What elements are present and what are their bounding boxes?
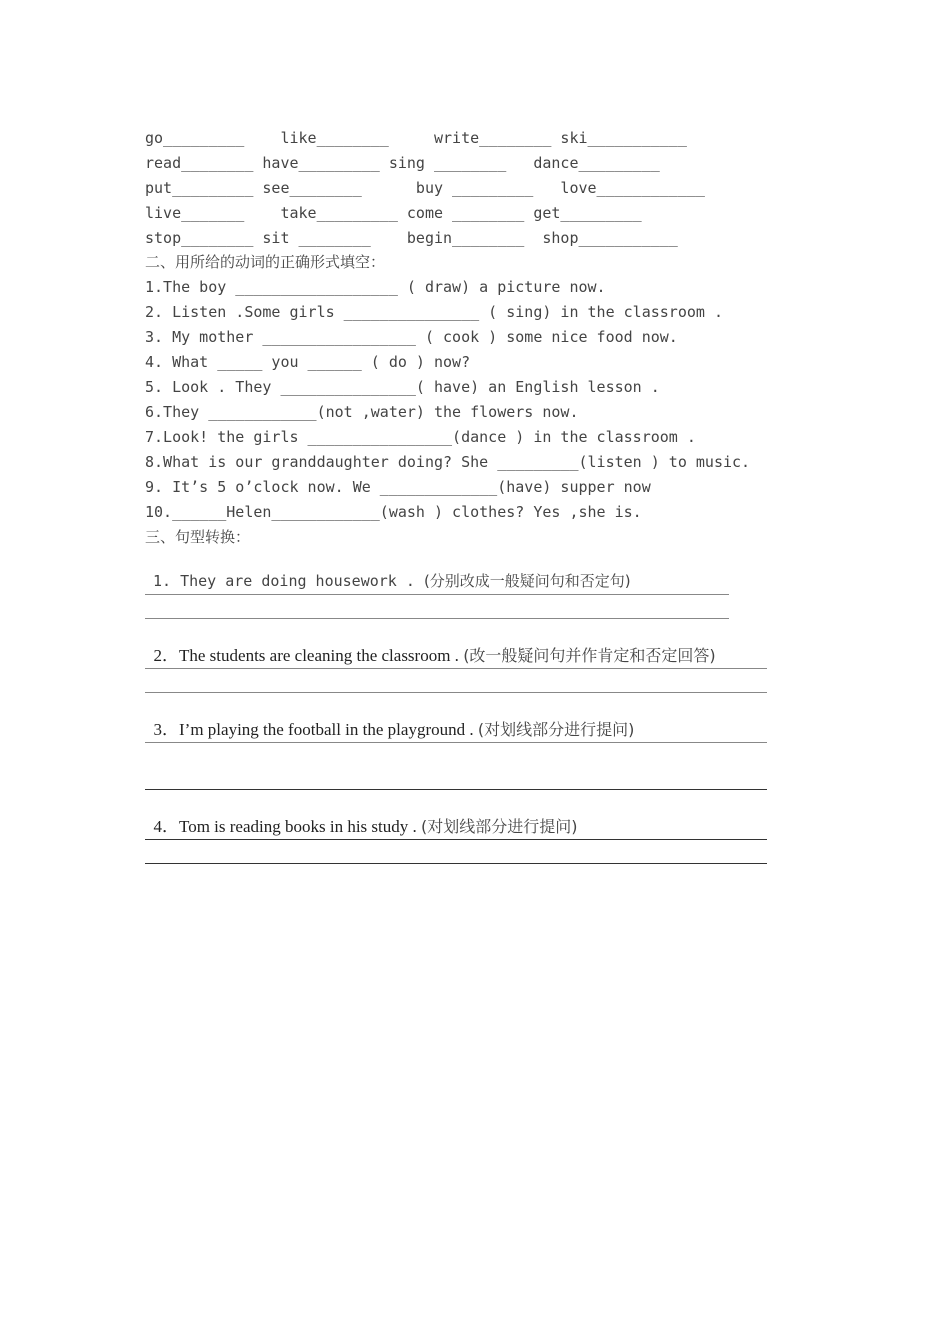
verb-row-5: stop________ sit ________ begin________ shop___________	[145, 229, 678, 247]
section2-heading: 二、用所给的动词的正确形式填空：	[145, 253, 386, 271]
fill-item-9: 9. It’s 5 o’clock now. We _____________(have) supper now	[145, 478, 651, 496]
transform-question-1	[145, 551, 631, 592]
verb-row-2: read________ have_________ sing ________ dance_________	[145, 154, 660, 172]
verb-row-4: live_______ take_________ come ________ get_________	[145, 204, 642, 222]
answer-line	[145, 789, 767, 790]
question-1-instruction: (分别改成一般疑问句和否定句)	[423, 572, 631, 590]
fill-item-4: 4. What _____ you ______ ( do ) now?	[145, 353, 471, 371]
answer-line	[145, 863, 767, 864]
transform-question-4	[145, 797, 578, 837]
fill-item-3: 3. My mother _________________ ( cook ) some nice food now.	[145, 328, 678, 346]
verb-row-3: put_________ see________ buy _________ love____________	[145, 179, 705, 197]
fill-item-1: 1.The boy __________________ ( draw) a picture now.	[145, 278, 606, 296]
fill-item-2: 2. Listen .Some girls _______________ ( sing) in the classroom .	[145, 303, 723, 321]
question-4-text: 4．Tom is reading books in his study .	[153, 817, 422, 836]
answer-line	[145, 692, 767, 693]
transform-question-3	[145, 700, 634, 740]
verb-row-1: go_________ like________ write________ ski___________	[145, 129, 687, 147]
answer-line	[145, 618, 729, 619]
question-2-text: 2．The students are cleaning the classroom .	[153, 646, 464, 665]
answer-line	[145, 839, 767, 840]
answer-line	[145, 668, 767, 669]
fill-item-10: 10.______Helen____________(wash ) clothes? Yes ,she is.	[145, 503, 642, 521]
fill-item-7: 7.Look! the girls ________________(dance ) in the classroom .	[145, 428, 696, 446]
fill-item-8: 8.What is our granddaughter doing? She _________(listen ) to music.	[145, 453, 751, 471]
question-3-text: 3．I’m playing the football in the playground .	[153, 720, 478, 739]
question-4-instruction: (对划线部分进行提问)	[421, 817, 578, 836]
question-3-instruction: (对划线部分进行提问)	[477, 720, 635, 739]
answer-line	[145, 742, 767, 743]
question-1-text: 1. They are doing housework .	[153, 572, 424, 590]
answer-line	[145, 594, 729, 595]
transform-question-2	[145, 626, 716, 666]
section3-heading: 三、句型转换：	[145, 528, 251, 546]
fill-item-5: 5. Look . They _______________( have) an English lesson .	[145, 378, 660, 396]
fill-item-6: 6.They ____________(not ,water) the flowers now.	[145, 403, 579, 421]
question-2-instruction: (改一般疑问句并作肯定和否定回答)	[463, 646, 716, 665]
